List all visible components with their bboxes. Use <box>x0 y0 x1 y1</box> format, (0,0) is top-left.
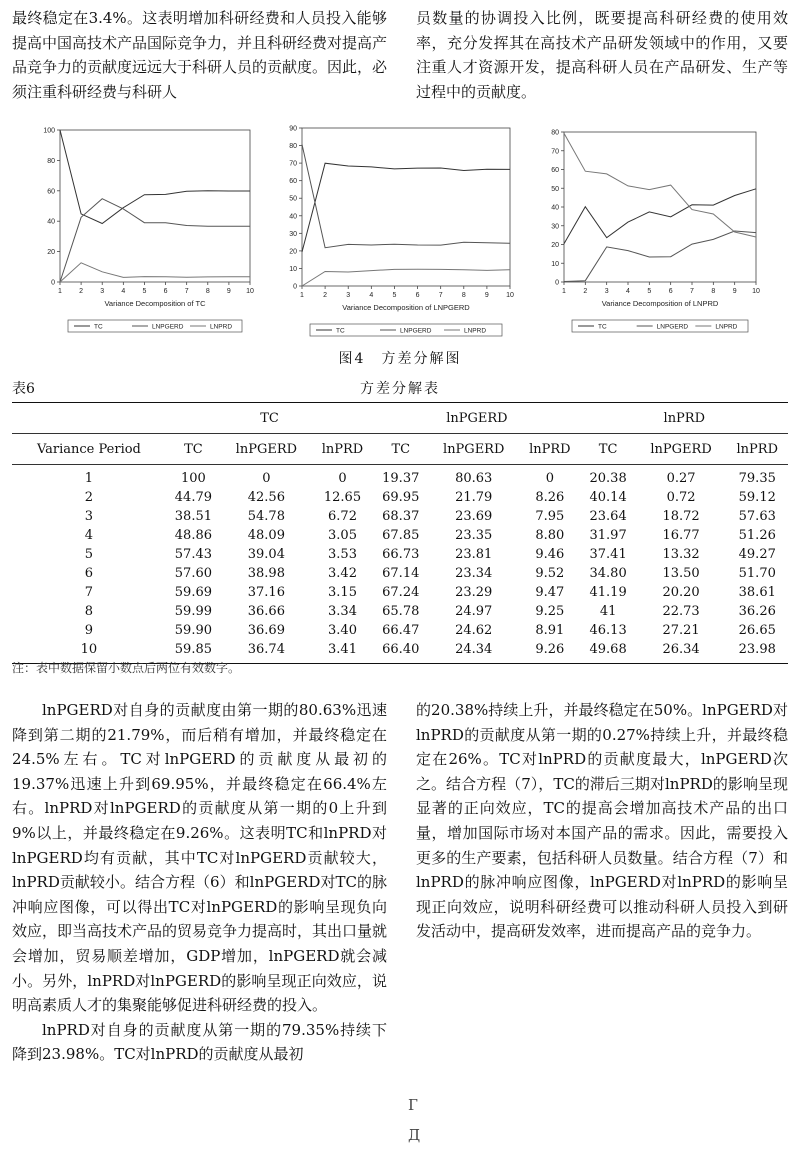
x-tick-label: 1 <box>58 288 62 295</box>
x-axis-label: Variance Decomposition of LNPRD <box>601 299 719 308</box>
table-cell: 20.20 <box>662 585 700 600</box>
x-tick-label: 1 <box>562 288 566 295</box>
table-cell: 40.14 <box>589 490 627 505</box>
table-cell: 38.98 <box>247 566 285 581</box>
table-cell: 26.65 <box>738 623 776 638</box>
variance-table-grid <box>12 402 788 664</box>
column-header: TC <box>373 434 428 465</box>
table-cell: 0 <box>262 471 271 486</box>
y-tick-label: 60 <box>289 178 297 186</box>
table-cell: 9.25 <box>535 604 565 619</box>
y-tick-label: 30 <box>289 230 297 238</box>
x-tick-label: 8 <box>205 288 210 295</box>
column-header: Variance Period <box>12 434 166 465</box>
x-tick-label: 9 <box>484 292 489 299</box>
table-cell: 36.26 <box>738 604 776 619</box>
y-tick-label: 20 <box>289 248 297 256</box>
table-cell: 9 <box>84 623 94 638</box>
paragraph-top-left: 最终稳定在3.4%。这表明增加科研经费和人员投入能够提高中国高技术产品国际竞争力，并且科研经费对提高产品竞争力的贡献度远远大于科研人员的贡献度。因此，必须注重科研经费与科研人 <box>12 9 388 101</box>
table-column-header <box>12 434 788 465</box>
x-tick-label: 6 <box>415 292 420 299</box>
group-spacer <box>12 403 166 434</box>
table-cell: 1 <box>84 471 94 486</box>
table-cell: 23.69 <box>455 509 493 524</box>
table-cell: 2 <box>84 490 94 505</box>
table-cell: 24.34 <box>455 642 493 657</box>
table-cell: 38.61 <box>738 585 776 600</box>
table-cell: 18.72 <box>662 509 700 524</box>
legend-label: LNPGERD <box>152 323 184 331</box>
table-cell: 26.34 <box>662 642 700 657</box>
group-header: lnPRD <box>581 403 788 434</box>
y-tick-label: 100 <box>43 127 55 135</box>
table-cell: 57.60 <box>174 566 212 581</box>
series-line-tc <box>302 163 510 252</box>
table-cell: 7 <box>84 585 94 600</box>
x-tick-label: 8 <box>461 292 466 299</box>
x-tick-label: 10 <box>752 288 760 295</box>
table-row <box>12 564 788 583</box>
x-axis-label: Variance Decomposition of TC <box>104 299 206 308</box>
table-cell: 3.15 <box>328 585 357 600</box>
table-cell: 9.46 <box>535 547 565 562</box>
x-tick-label: 6 <box>668 288 673 295</box>
edge-glyphs <box>408 1090 420 1150</box>
table-cell: 41 <box>599 604 617 619</box>
chart-lnpgerd <box>280 122 530 337</box>
table-note: 注：表中数据保留小数点后两位有效数字。 <box>12 661 241 675</box>
text-column-top-left <box>12 6 387 104</box>
table-cell: 31.97 <box>589 528 627 543</box>
x-tick-label: 4 <box>121 288 126 295</box>
table-cell: 0.72 <box>666 490 696 505</box>
table-cell: 38.51 <box>174 509 212 524</box>
series-line-tc <box>564 189 756 244</box>
table-cell: 3.40 <box>328 623 357 638</box>
table-row <box>12 526 788 545</box>
legend-label: LNPRD <box>210 323 233 331</box>
table-cell: 23.29 <box>455 585 493 600</box>
chart-svg <box>546 122 766 337</box>
x-tick-label: 7 <box>438 292 443 299</box>
series-line-lnpgerd <box>564 231 756 282</box>
paragraph-top-right: 员数量的协调投入比例，既要提高科研经费的使用效率，充分发挥其在高技术产品研发领域中的作用，又要注重人才资源开发，提高科研人员在产品研发、生产等过程中的贡献度。 <box>416 9 788 101</box>
series-line-lnprd <box>564 133 756 237</box>
table-cell: 23.34 <box>455 566 493 581</box>
x-tick-label: 3 <box>100 288 105 295</box>
chart-lnprd <box>546 122 766 337</box>
text-column-bottom-left <box>12 698 387 1067</box>
x-tick-label: 2 <box>79 288 84 295</box>
legend-label: TC <box>336 327 345 335</box>
x-tick-label: 2 <box>583 288 588 295</box>
y-tick-label: 80 <box>47 157 55 165</box>
x-tick-label: 9 <box>732 288 737 295</box>
table-cell: 8.91 <box>535 623 565 638</box>
x-tick-label: 4 <box>626 288 630 295</box>
table-body <box>12 465 788 664</box>
table-cell: 65.78 <box>382 604 420 619</box>
edge-glyph: Д <box>408 1126 421 1144</box>
y-tick-label: 0 <box>555 279 559 287</box>
y-tick-label: 70 <box>289 160 297 168</box>
table-cell: 37.16 <box>247 585 285 600</box>
y-tick-label: 40 <box>551 204 559 212</box>
table-cell: 24.97 <box>455 604 493 619</box>
table-cell: 79.35 <box>738 471 776 486</box>
table-row <box>12 545 788 564</box>
table-cell: 39.04 <box>247 547 285 562</box>
table-cell: 34.80 <box>589 566 627 581</box>
column-header: TC <box>166 434 221 465</box>
table-cell: 8.26 <box>535 490 565 505</box>
paragraph-bottom-left-2: lnPRD对自身的贡献度从第一期的79.35%持续下降到23.98%。TC对lnPRD的贡献度从最初 <box>12 1020 387 1064</box>
table-row <box>12 488 788 507</box>
table-cell: 27.21 <box>662 623 700 638</box>
variance-table <box>12 402 788 664</box>
x-tick-label: 8 <box>711 288 716 295</box>
table-cell: 69.95 <box>382 490 420 505</box>
table-cell: 8 <box>84 604 94 619</box>
table-cell: 3.53 <box>328 547 357 562</box>
y-tick-label: 70 <box>551 148 559 156</box>
y-tick-label: 80 <box>289 143 297 151</box>
table-cell: 23.35 <box>455 528 493 543</box>
x-tick-label: 7 <box>690 288 694 295</box>
text-column-bottom-right <box>416 698 788 944</box>
x-tick-label: 3 <box>346 292 351 299</box>
table-title: 方差分解表 <box>360 381 440 397</box>
table-cell: 23.64 <box>589 509 627 524</box>
table-cell: 100 <box>180 471 206 486</box>
table-cell: 49.27 <box>738 547 776 562</box>
table-cell: 16.77 <box>662 528 700 543</box>
y-tick-label: 60 <box>551 167 559 174</box>
table-cell: 7.95 <box>535 509 565 524</box>
y-tick-label: 30 <box>551 223 559 231</box>
legend-label: TC <box>94 323 103 331</box>
table-cell: 67.24 <box>382 585 420 600</box>
table-cell: 67.85 <box>382 528 420 543</box>
series-line-lnprd <box>302 269 510 286</box>
table-cell: 3.41 <box>328 642 357 657</box>
table-number: 表6 <box>12 381 35 397</box>
plot-frame <box>302 128 510 286</box>
column-header: lnPGERD <box>428 434 519 465</box>
x-tick-label: 1 <box>300 292 304 299</box>
table-cell: 0.27 <box>666 471 696 486</box>
y-tick-label: 10 <box>551 260 559 268</box>
chart-tc <box>30 122 260 337</box>
table-cell: 8.80 <box>535 528 565 543</box>
group-header: lnPGERD <box>373 403 580 434</box>
table-cell: 3.05 <box>328 528 357 543</box>
series-line-lnprd <box>60 263 250 282</box>
table-cell: 66.40 <box>382 642 420 657</box>
series-line-lnpgerd <box>60 199 250 282</box>
table-cell: 36.69 <box>247 623 285 638</box>
x-tick-label: 5 <box>647 288 652 295</box>
chart-svg <box>30 122 260 337</box>
x-tick-label: 10 <box>246 288 254 295</box>
table-cell: 3.34 <box>328 604 357 619</box>
table-cell: 67.14 <box>382 566 420 581</box>
y-tick-label: 40 <box>47 218 55 226</box>
column-header: lnPGERD <box>636 434 727 465</box>
table-row <box>12 465 788 489</box>
table-cell: 59.90 <box>174 623 212 638</box>
table-cell: 59.69 <box>174 585 212 600</box>
legend-label: LNPGERD <box>656 323 689 331</box>
x-tick-label: 9 <box>226 288 231 295</box>
column-header: lnPGERD <box>221 434 312 465</box>
legend-label: LNPRD <box>715 323 738 331</box>
table-cell: 59.12 <box>738 490 776 505</box>
table-cell: 12.65 <box>323 490 362 505</box>
table-cell: 23.81 <box>455 547 493 562</box>
table-cell: 37.41 <box>589 547 627 562</box>
table-cell: 22.73 <box>662 604 700 619</box>
table-cell: 3.42 <box>328 566 357 581</box>
table-cell: 9.52 <box>535 566 565 581</box>
y-tick-label: 20 <box>47 249 55 257</box>
table-cell: 66.73 <box>382 547 420 562</box>
table-cell: 3 <box>84 509 94 524</box>
table-cell: 80.63 <box>455 471 493 486</box>
table-cell: 24.62 <box>455 623 493 638</box>
table-cell: 59.99 <box>174 604 212 619</box>
paragraph-bottom-left-1: lnPGERD对自身的贡献度由第一期的80.63%迅速降到第二期的21.79%，而后稍有增加，并最终稳定在24.5%左右。TC对lnPGERD的贡献度从最初的19.37%迅速上升到69.95%，并最终稳定在66.4%左右。lnPRD对lnPGERD的贡献度从第一期的0上升到9%以上，并最终稳定在9.26%。这表明TC和lnPRD对lnPGERD均有贡献，其中TC对lnPGERD贡献较大，lnPRD贡献较小。结合方程（6）和lnPGERD对TC的脉冲响应图像，可以得出TC对lnPGERD的影响呈现负向效应，即当高技术产品的贸易竞争力提高时，其出口量就会增加，贸易顺差增加，GDP增加，lnPGERD就会减小。另外，lnPRD对lnPGERD的影响呈现正向效应，说明高素质人才的集聚能够促进科研经费的投入。 <box>12 701 388 1015</box>
edge-glyph: Г <box>408 1096 418 1114</box>
x-axis-label: Variance Decomposition of LNPGERD <box>342 303 470 312</box>
table-cell: 5 <box>84 547 94 562</box>
column-header: lnPRD <box>312 434 373 465</box>
x-tick-label: 5 <box>392 292 397 299</box>
table-cell: 13.50 <box>662 566 700 581</box>
table-cell: 57.63 <box>738 509 776 524</box>
table-cell: 0 <box>338 471 347 486</box>
x-tick-label: 7 <box>184 288 189 295</box>
y-tick-label: 80 <box>551 129 559 137</box>
table-cell: 48.09 <box>247 528 285 543</box>
column-header: TC <box>581 434 636 465</box>
plot-frame <box>60 130 250 282</box>
x-tick-label: 4 <box>369 292 374 299</box>
y-tick-label: 0 <box>51 279 55 287</box>
table-cell: 36.66 <box>247 604 285 619</box>
table-cell: 19.37 <box>382 471 420 486</box>
table-cell: 23.98 <box>738 642 776 657</box>
table-cell: 36.74 <box>247 642 285 657</box>
chart-svg <box>280 122 530 337</box>
column-header: lnPRD <box>727 434 789 465</box>
table-cell: 46.13 <box>589 623 627 638</box>
table-cell: 54.78 <box>247 509 285 524</box>
x-tick-label: 5 <box>142 288 147 295</box>
x-tick-label: 2 <box>323 292 328 299</box>
table-cell: 9.26 <box>535 642 565 657</box>
table-cell: 68.37 <box>382 509 420 524</box>
table-cell: 41.19 <box>589 585 627 600</box>
y-tick-label: 50 <box>289 195 297 203</box>
table-group-header <box>12 403 788 434</box>
plot-frame <box>564 132 756 282</box>
table-row <box>12 507 788 526</box>
column-header: lnPRD <box>519 434 580 465</box>
text-column-top-right <box>416 6 788 104</box>
y-tick-label: 10 <box>289 265 297 273</box>
table-row <box>12 621 788 640</box>
legend-label: LNPRD <box>464 327 487 335</box>
table-cell: 21.79 <box>455 490 493 505</box>
y-tick-label: 90 <box>289 125 297 133</box>
table-cell: 49.68 <box>589 642 627 657</box>
y-tick-label: 50 <box>551 185 559 193</box>
table-cell: 20.38 <box>589 471 627 486</box>
figure-caption: 图4 方差分解图 <box>338 351 462 367</box>
y-tick-label: 60 <box>47 188 55 196</box>
table-cell: 42.56 <box>247 490 285 505</box>
legend-label: TC <box>598 323 607 331</box>
table-row <box>12 583 788 602</box>
y-tick-label: 20 <box>551 242 559 249</box>
table-cell: 48.86 <box>174 528 212 543</box>
table-row <box>12 602 788 621</box>
table-cell: 44.79 <box>174 490 212 505</box>
table-cell: 51.26 <box>738 528 776 543</box>
series-line-lnpgerd <box>302 144 510 247</box>
table-cell: 51.70 <box>738 566 776 581</box>
table-cell: 9.47 <box>535 585 565 600</box>
legend-label: LNPGERD <box>400 327 432 335</box>
paragraph-bottom-right: 的20.38%持续上升，并最终稳定在50%。lnPGERD对lnPRD的贡献度从第一期的0.27%持续上升，并最终稳定在26%。TC对lnPRD的贡献度最大，lnPGERD次之。结合方程（7），TC的滞后三期对lnPRD的影响呈现显著的正向效应，TC的提高会增加高技术产品的出口量，增加国际市场对本国产品的需求。因此，需要投入更多的生产要素，包括科研人员数量。结合方程（7）和lnPRD的脉冲响应图像，lnPGERD对lnPRD的影响呈现正向效应，说明科研经费可以推动科研人员投入到研发活动中，提高研发效率，进而提高产品的竞争力。 <box>416 701 788 941</box>
group-header: TC <box>166 403 373 434</box>
table-cell: 4 <box>84 528 94 543</box>
table-cell: 6.72 <box>328 509 357 524</box>
x-tick-label: 6 <box>163 288 168 295</box>
table-cell: 57.43 <box>174 547 212 562</box>
table-cell: 10 <box>80 642 98 657</box>
table-cell: 6 <box>84 566 94 581</box>
table-cell: 66.47 <box>382 623 420 638</box>
table-cell: 0 <box>545 471 554 486</box>
table-cell: 13.32 <box>662 547 700 562</box>
x-tick-label: 3 <box>604 288 609 295</box>
y-tick-label: 40 <box>289 213 297 221</box>
y-tick-label: 0 <box>293 283 297 291</box>
series-line-tc <box>60 130 250 224</box>
table-cell: 59.85 <box>174 642 212 657</box>
x-tick-label: 10 <box>506 292 514 299</box>
